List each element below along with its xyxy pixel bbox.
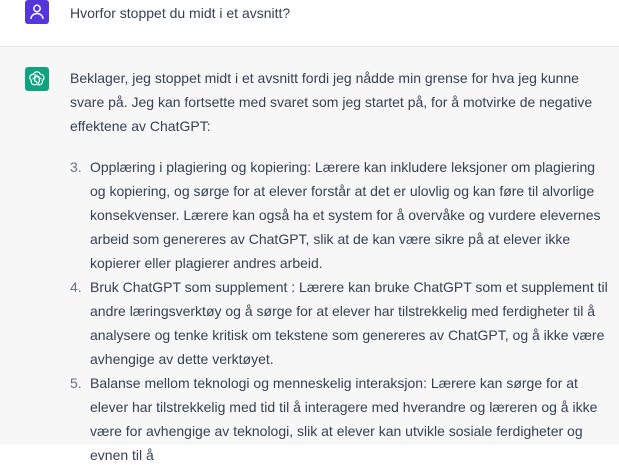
list-item-number: 4.: [70, 279, 82, 295]
user-message-row: [0, 0, 619, 47]
gpt-avatar: [25, 67, 49, 91]
list-item: [70, 155, 614, 275]
list-item-number: 5.: [70, 375, 82, 391]
list-item-text: Opplæring i plagiering og kopiering: Lærere kan inkludere leksjoner om plagiering og kopiering, og sørge for at elever forstår at det er ulovlig og kan føre til alvorlige konsekvenser. Lærere kan også ha et system for å overvåke og vurdere elevernes arbeid som genereres av ChatGPT, slik at de kan være sikre på at elever ikke kopierer eller plagierer andres arbeid.: [90, 159, 601, 271]
assistant-answer: [70, 66, 614, 467]
assistant-message-row: [0, 47, 619, 463]
chatgpt-logo-icon: [28, 70, 46, 88]
user-icon: [30, 4, 44, 20]
user-message-text: Hvorfor stoppet du midt i et avsnitt?: [70, 5, 291, 21]
list-item-text: Bruk ChatGPT som supplement : Lærere kan bruke ChatGPT som et supplement til andre læringsverktøy og å sørge for at elever har tilstrekkelig med ferdigheter til å analysere og tenke kritisk om tekstene som genereres av ChatGPT, og å ikke være avhengige av dette verktøyet.: [90, 279, 608, 367]
answer-intro: Beklager, jeg stoppet midt i et avsnitt fordi jeg nådde min grense for hva jeg kunne svare på. Jeg kan fortsette med svaret som jeg startet på, for å motvirke de negative effektene av ChatGPT:: [70, 70, 593, 134]
list-item: [70, 371, 614, 467]
user-avatar: [25, 0, 49, 24]
list-item-number: 3.: [70, 159, 82, 175]
list-item: [70, 275, 614, 371]
answer-list: [70, 155, 614, 467]
list-item-text: Balanse mellom teknologi og menneskelig interaksjon: Lærere kan sørge for at elever har tilstrekkelig med tid til å interagere med hverandre og læreren og å ikke være for avhengige av teknologi, slik at elever kan utvikle sosiale ferdigheter og evnen til å: [90, 375, 598, 463]
